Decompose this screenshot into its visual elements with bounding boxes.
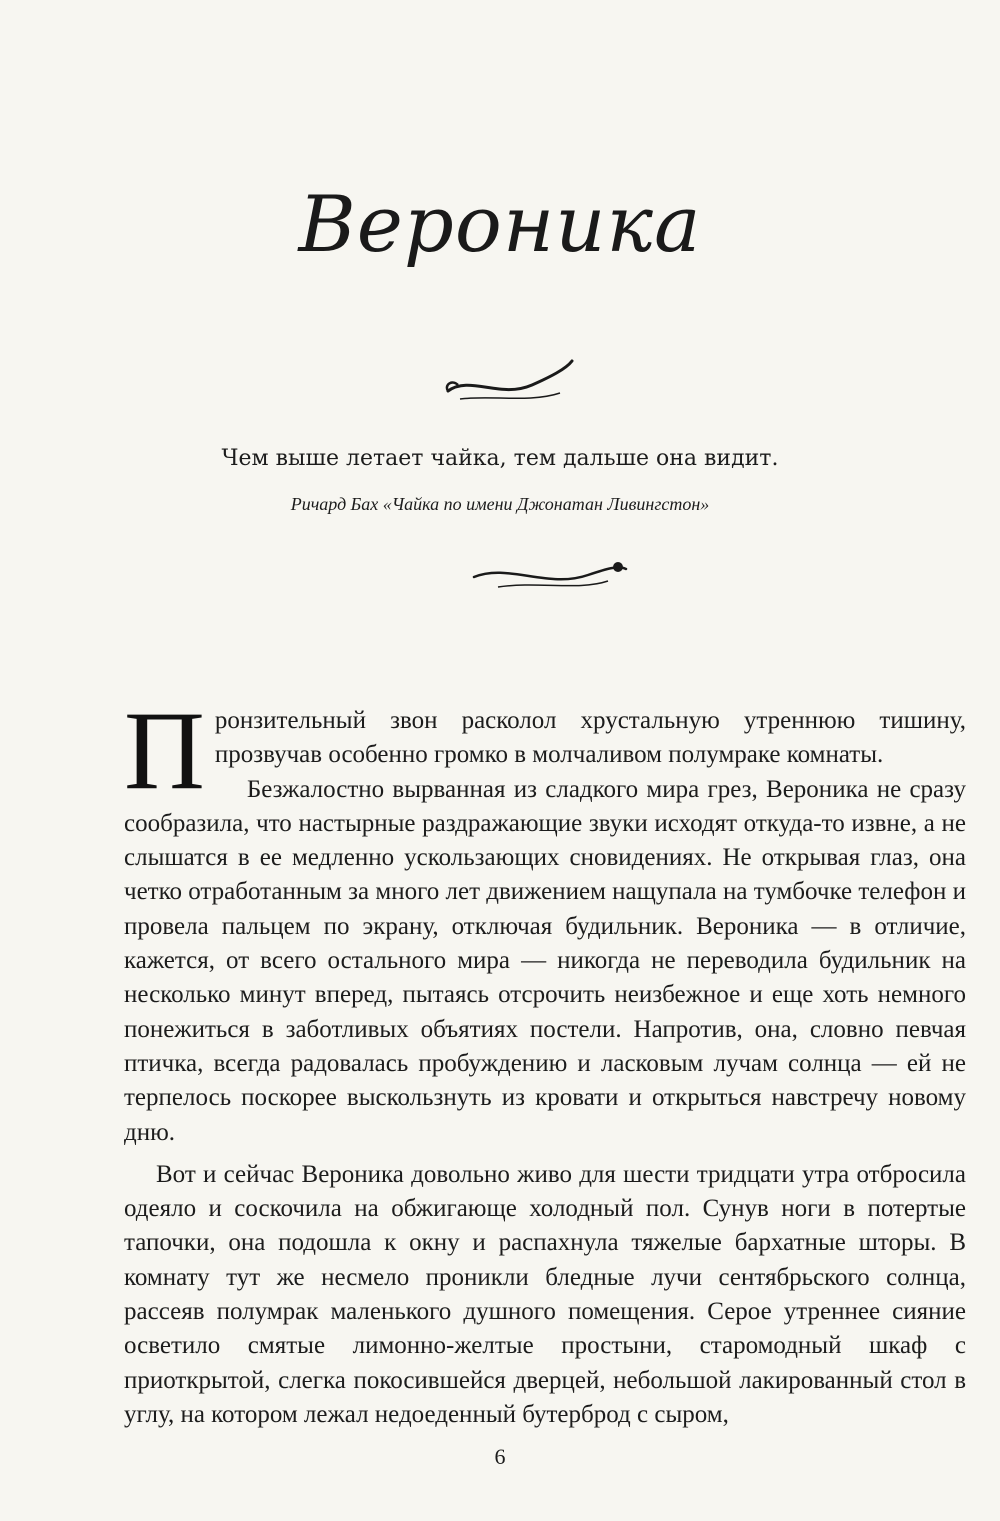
paragraph: Безжалостно вырванная из сладкого мира грез, Вероника не сразу сообразила, что настырные раздражающие звуки исходят откуда-то извне, а не слышатся в ее медленно ускользающих сновидениях. Не открывая глаз, она четко отработанным за много лет движением нащупала на тумбочке телефон и провела пальцем по экрану, отключая будильник. Вероника — в отличие, кажется, от всего остального мира — никогда не переводила будильник на несколько минут вперед, пытаясь отсрочить неизбежное и еще хоть немного понежиться в заботливых объятиях постели. Напротив, она, словно певчая птичка, всегда радовалась пробуждению и ласковым лучам солнца — ей не терпелось поскорее выскользнуть из кровати и открыться навстречу новому дню. xyxy=(124,775,966,1146)
paragraph xyxy=(124,689,966,813)
scroll-flourish-icon xyxy=(440,355,580,405)
chapter-body xyxy=(124,689,966,1432)
epigraph-source: Ричард Бах «Чайка по имени Джонатан Ливингстон» xyxy=(290,494,710,514)
epigraph-quote: Чем выше летает чайка, тем дальше она видит. xyxy=(221,446,779,471)
chapter-title: Вероника xyxy=(298,180,702,270)
paragraph: Вот и сейчас Вероника довольно живо для шести тридцати утра отбросила одеяло и соскочила на обжигающе холодный пол. Сунув ноги в потертые тапочки, она подошла к окну и распахнула тяжелые бархатные шторы. В комнату тут же несмело проникли бледные лучи сентябрьского солнца, рассеяв полумрак маленького душного помещения. Серое утреннее сияние осветило смятые лимонно-желтые простыни, старомодный шкаф с приоткрытой, слегка покосившейся дверцей, небольшой лакированный стол в углу, на котором лежал недоеденный бутерброд с сыром, xyxy=(124,1160,966,1428)
drop-cap: П xyxy=(124,689,205,813)
page-number: 6 xyxy=(494,1444,506,1469)
scroll-flourish-icon xyxy=(468,555,638,595)
paragraph-text: ронзительный звон расколол хрустальную утреннюю тишину, прозвучав особенно громко в молчаливом полумраке комнаты. xyxy=(214,707,966,769)
